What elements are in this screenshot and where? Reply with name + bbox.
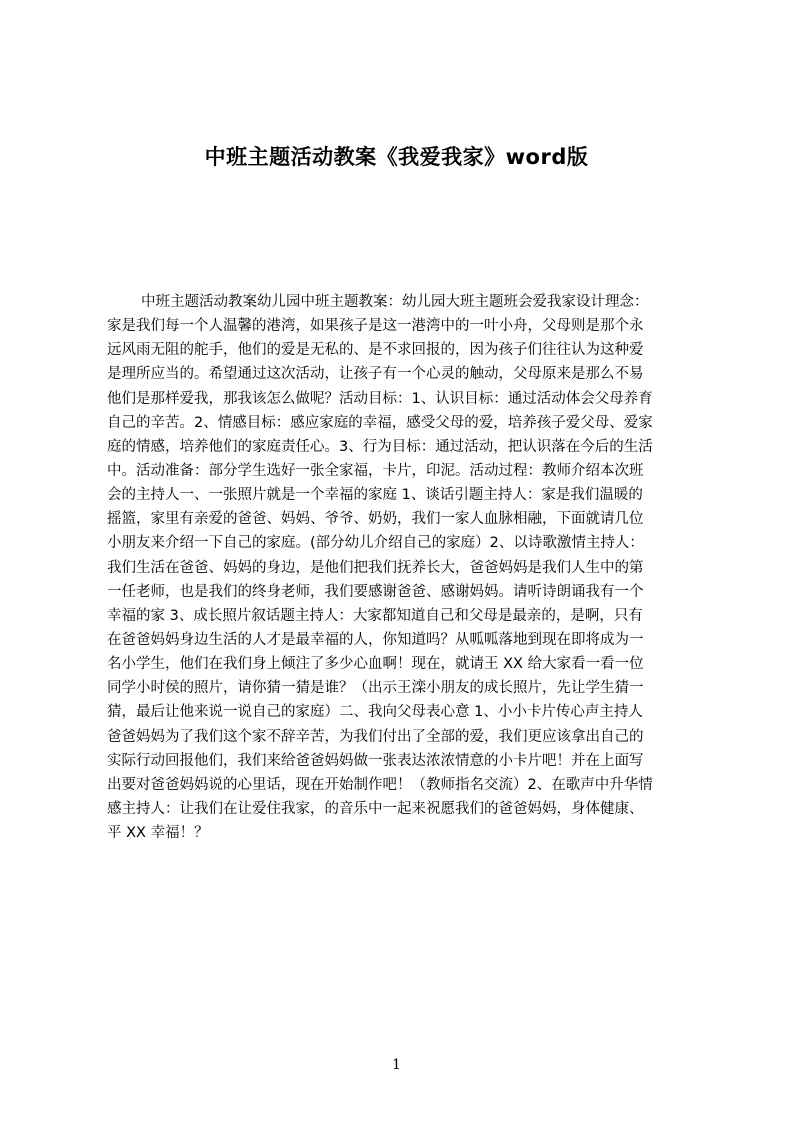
document-title: 中班主题活动教案《我爱我家》word版 (204, 145, 589, 169)
body-line: 他们是那样爱我，那我该怎么做呢？活动目标：1、认识目标：通过活动体会父母养育 (107, 390, 653, 407)
body-line: 爸爸妈妈为了我们这个家不辞辛苦，为我们付出了全部的爱，我们更应该拿出自己的 (107, 728, 644, 745)
body-line: 幸福的家 3、成长照片叙话题主持人：大家都知道自己和父母是最亲的，是啊，只有 (107, 607, 643, 624)
body-line: 摇篮，家里有亲爱的爸爸、妈妈、爷爷、奶奶，我们一家人血脉相融，下面就请几位 (107, 511, 644, 528)
body-line: 实际行动回报他们，我们来给爸爸妈妈做一张表达浓浓情意的小卡片吧！并在上面写 (107, 752, 644, 769)
body-line: 远风雨无阻的舵手，他们的爱是无私的、是不求回报的，因为孩子们往往认为这种爱 (107, 342, 644, 359)
body-line: 自己的辛苦。2、情感目标：感应家庭的幸福，感受父母的爱，培养孩子爱父母、爱家 (107, 414, 653, 431)
page-number: 1 (392, 1057, 401, 1073)
body-line: 中班主题活动教案幼儿园中班主题教案：幼儿园大班主题班会爱我家设计理念： (141, 294, 649, 310)
body-line: 小朋友来介绍一下自己的家庭。(部分幼儿介绍自己的家庭）2、以诗歌激情主持人： (107, 535, 644, 552)
body-line: 是理所应当的。希望通过这次活动，让孩子有一个心灵的触动，父母原来是那么不易 (107, 366, 644, 383)
body-line: 出要对爸爸妈妈说的心里话，现在开始制作吧！（教师指名交流）2、在歌声中升华情 (107, 776, 653, 793)
body-line: 平 XX 幸福！？ (107, 825, 209, 842)
body-line: 在爸爸妈妈身边生活的人才是最幸福的人，你知道吗？从呱呱落地到现在即将成为一 (107, 631, 644, 648)
body-line: 中。活动准备：部分学生选好一张全家福，卡片，印泥。活动过程：教师介绍本次班 (107, 462, 644, 479)
body-line: 会的主持人一、一张照片就是一个幸福的家庭 1、谈话引题主持人：家是我们温暖的 (107, 487, 643, 504)
body-line: 名小学生，他们在我们身上倾注了多少心血啊！现在，就请王 XX 给大家看一看一位 (107, 656, 644, 673)
body-line: 我们生活在爸爸、妈妈的身边，是他们把我们抚养长大，爸爸妈妈是我们人生中的第 (107, 559, 644, 576)
body-line: 猜，最后让他来说一说自己的家庭）二、我向父母表心意 1、小小卡片传心声主持人 (107, 704, 643, 721)
body-line: 同学小时侯的照片，请你猜一猜是谁？（出示王滦小朋友的成长照片，先让学生猜一 (107, 680, 644, 697)
body-line: 庭的情感，培养他们的家庭责任心。3、行为目标：通过活动，把认识落在今后的生活 (107, 438, 653, 455)
body-line: 家是我们每一个人温馨的港湾，如果孩子是这一港湾中的一叶小舟，父母则是那个永 (107, 318, 644, 335)
body-paragraph (107, 290, 697, 845)
body-line: 一任老师，也是我们的终身老师，我们要感谢爸爸、感谢妈妈。请听诗朗诵我有一个 (107, 583, 644, 600)
body-line: 感主持人：让我们在让爱住我家，的音乐中一起来祝愿我们的爸爸妈妈，身体健康、 (107, 800, 644, 817)
